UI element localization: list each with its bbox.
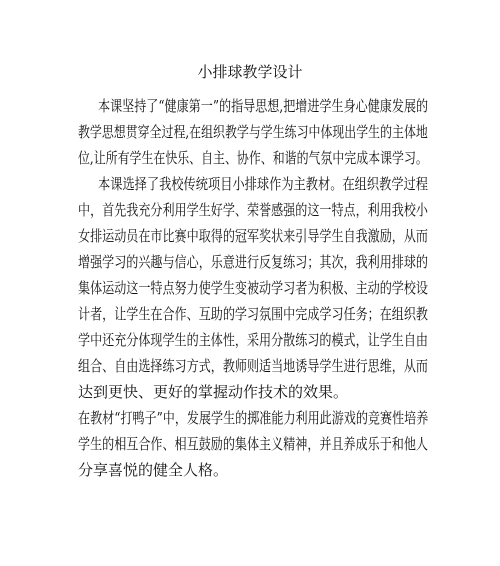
paragraph-line: 教学思想贯穿全过程,在组织教学与学生练习中体现出学生的主体地 bbox=[78, 123, 428, 141]
paragraph-line: 本课选择了我校传统项目小排球作为主教材。在组织教学过程 bbox=[98, 175, 429, 193]
paragraph-line: 中，首先我充分利用学生好学、荣誉感强的这一特点，利用我校小 bbox=[78, 201, 429, 219]
paragraph-line: 本课坚持了“健康第一”的指导思想,把增进学生身心健康发展的 bbox=[98, 97, 429, 115]
paragraph-line: 达到更快、更好的掌握动作技术的效果。 bbox=[78, 383, 349, 401]
paragraph-line: 学生的相互合作、相互鼓励的集体主义精神，并且养成乐于和他人 bbox=[78, 435, 429, 453]
paragraph-line: 计者，让学生在合作、互助的学习氛围中完成学习任务；在组织教 bbox=[78, 305, 429, 323]
paragraph-line: 女排运动员在市比赛中取得的冠军奖状来引导学生自我激励，从而 bbox=[78, 227, 429, 245]
paragraph-line: 分享喜悦的健全人格。 bbox=[78, 461, 229, 479]
paragraph-line: 集体运动这一特点努力使学生变被动学习者为积极、主动的学校设 bbox=[78, 279, 429, 297]
paragraph-line: 学中还充分体现学生的主体性，采用分散练习的模式，让学生自由 bbox=[78, 331, 429, 349]
document-title: 小排球教学设计 bbox=[197, 63, 303, 81]
paragraph-line: 位,让所有学生在快乐、自主、协作、和谐的气氛中完成本课学习。 bbox=[78, 149, 428, 167]
paragraph-line: 组合、自由选择练习方式，教师则适当地诱导学生进行思维，从而 bbox=[78, 357, 429, 375]
paragraph-line: 增强学习的兴趣与信心，乐意进行反复练习；其次，我利用排球的 bbox=[78, 253, 429, 271]
paragraph-line: 在教材“打鸭子”中，发展学生的掷准能力利用此游戏的竞赛性培养 bbox=[78, 409, 429, 427]
